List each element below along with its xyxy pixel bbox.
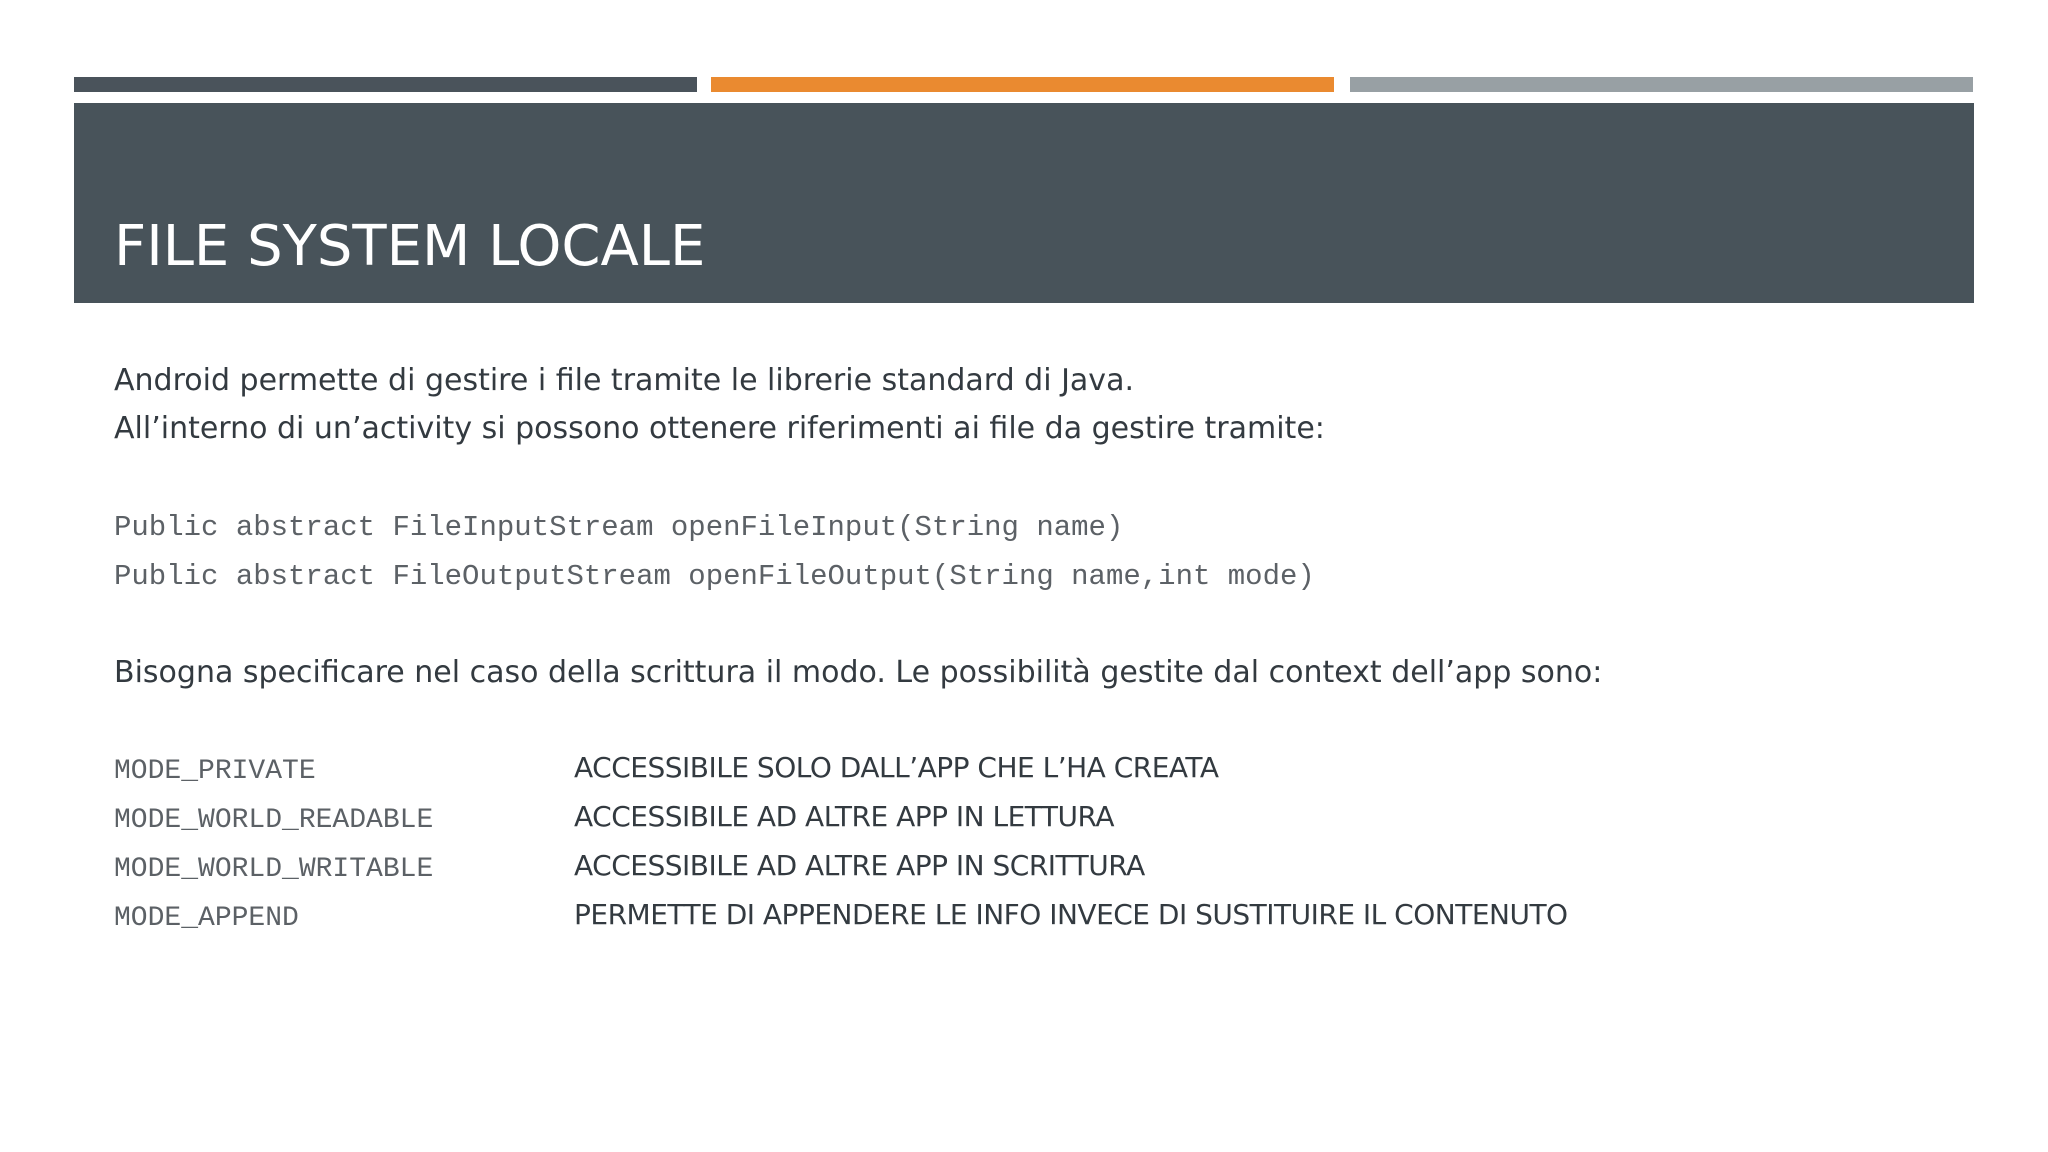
accent-bar-orange [711, 77, 1334, 92]
mode-name: MODE_PRIVATE [114, 756, 316, 787]
intro-text-2: All’interno di un’activity si possono ottenere riferimenti ai file da gestire tramite: [114, 411, 1325, 446]
slide-title: FILE SYSTEM LOCALE [114, 214, 706, 279]
mode-description: ACCESSIBILE SOLO DALL’APP CHE L’HA CREATA [574, 751, 1219, 784]
mode-name: MODE_WORLD_WRITABLE [114, 854, 434, 885]
mode-row-append [114, 895, 1614, 944]
mode-description: ACCESSIBILE AD ALTRE APP IN LETTURA [574, 800, 1114, 833]
accent-bar-dark [74, 77, 697, 92]
mode-intro-text: Bisogna specificare nel caso della scrittura il modo. Le possibilità gestite dal context dell’app sono: [114, 655, 1603, 690]
mode-name: MODE_APPEND [114, 903, 299, 934]
mode-row-world-readable [114, 797, 1614, 846]
code-open-file-input: Public abstract FileInputStream openFileInput(String name) [114, 511, 1124, 544]
code-open-file-output: Public abstract FileOutputStream openFileOutput(String name,int mode) [114, 560, 1315, 593]
mode-description: ACCESSIBILE AD ALTRE APP IN SCRITTURA [574, 849, 1145, 882]
title-band [74, 103, 1974, 303]
accent-bar-gray [1350, 77, 1973, 92]
modes-list [114, 748, 1614, 944]
mode-description: PERMETTE DI APPENDERE LE INFO INVECE DI SUSTITUIRE IL CONTENUTO [574, 898, 1568, 931]
mode-row-world-writable [114, 846, 1614, 895]
mode-row-private [114, 748, 1614, 797]
intro-text-1: Android permette di gestire i file tramite le librerie standard di Java. [114, 363, 1134, 398]
mode-name: MODE_WORLD_READABLE [114, 805, 434, 836]
